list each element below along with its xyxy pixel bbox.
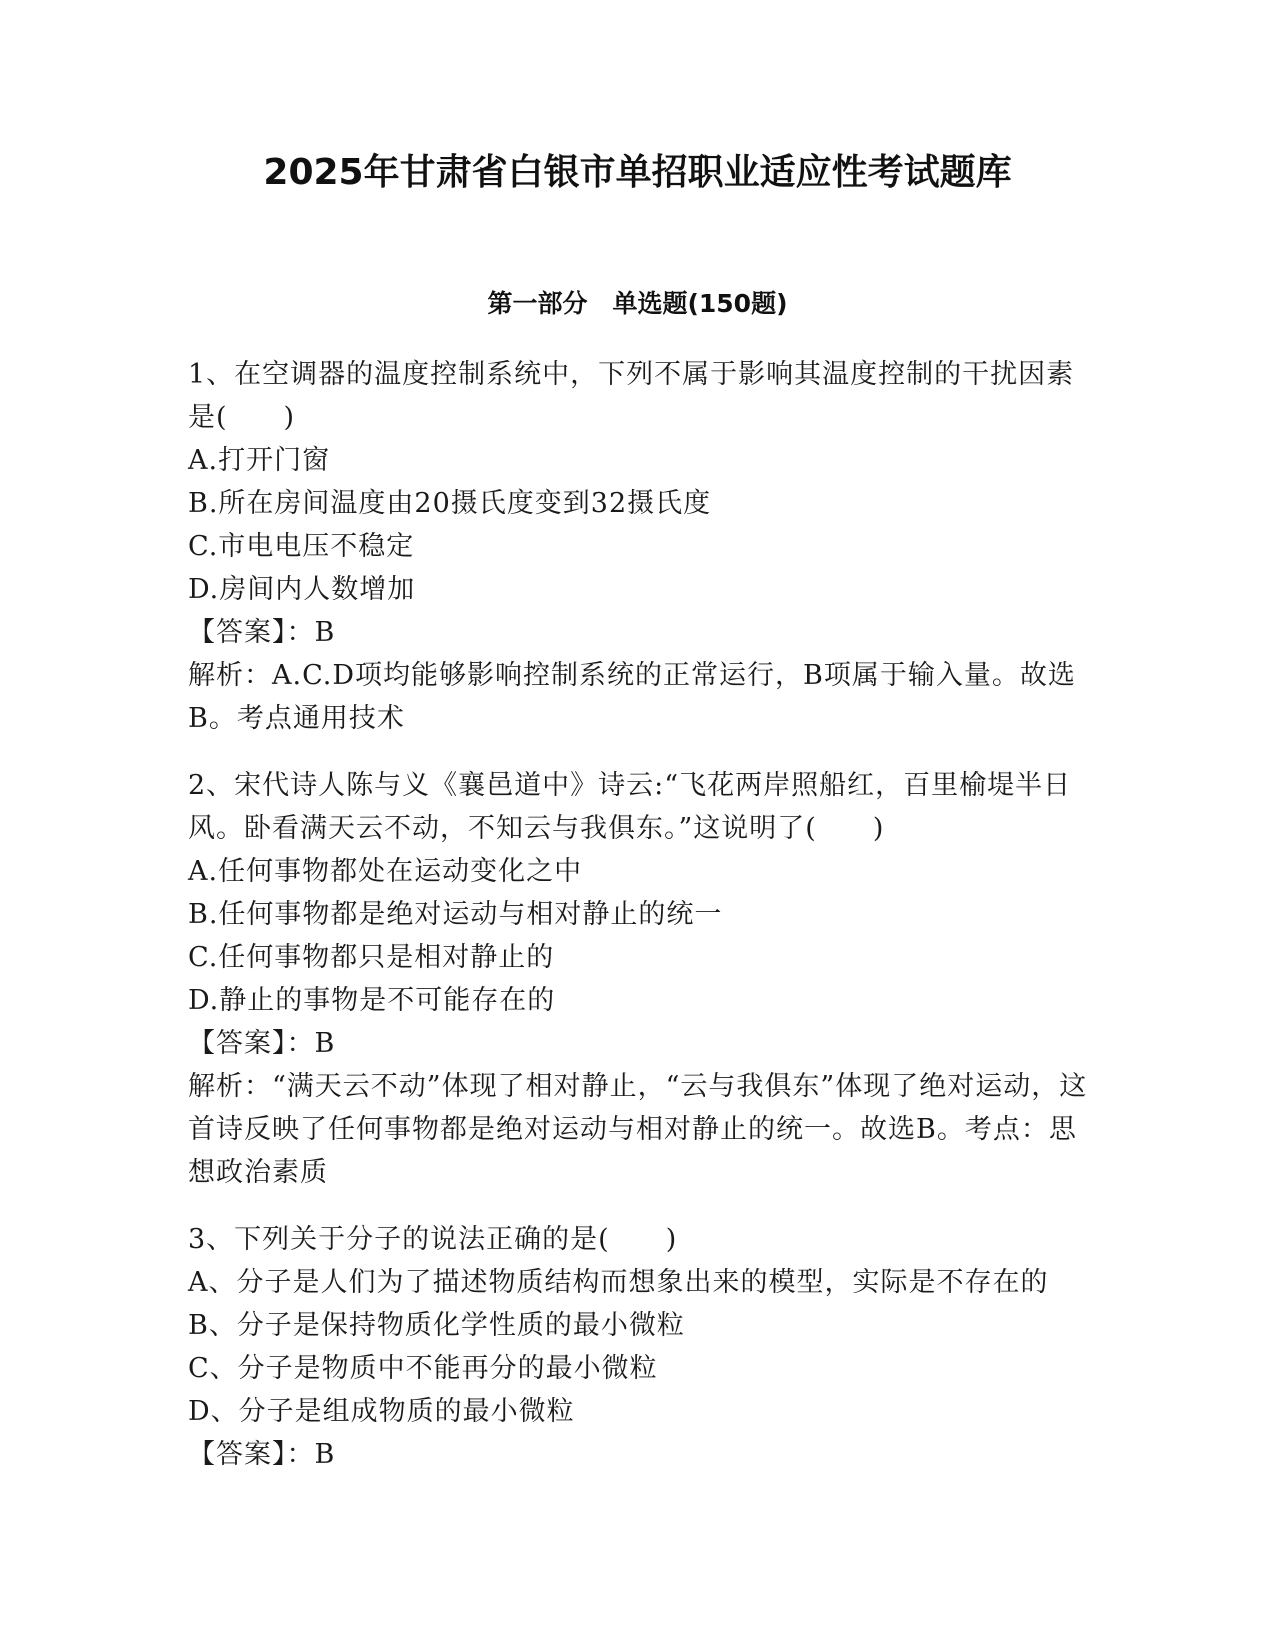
question-list bbox=[188, 353, 1088, 1500]
option-d: D.静止的事物是不可能存在的 bbox=[188, 985, 556, 1016]
document-title: 2025年甘肃省白银市单招职业适应性考试题库 bbox=[263, 152, 1012, 193]
option-a: A.打开门窗 bbox=[188, 445, 331, 476]
answer-line bbox=[188, 1022, 1088, 1065]
option-d: D、分子是组成物质的最小微粒 bbox=[188, 1396, 575, 1427]
option-b: B.任何事物都是绝对运动与相对静止的统一 bbox=[188, 899, 723, 930]
question-3 bbox=[188, 1218, 1088, 1476]
option-a: A、分子是人们为了描述物质结构而想象出来的模型，实际是不存在的 bbox=[188, 1267, 1049, 1298]
option-c: C.市电电压不稳定 bbox=[188, 531, 415, 562]
answer-label: 【答案】： bbox=[188, 617, 315, 648]
option-c: C.任何事物都只是相对静止的 bbox=[188, 942, 555, 973]
question-stem: 1、在空调器的温度控制系统中，下列不属于影响其温度控制的干扰因素是( ) bbox=[188, 359, 1075, 433]
option-c: C、分子是物质中不能再分的最小微粒 bbox=[188, 1353, 658, 1384]
answer-label: 【答案】： bbox=[188, 1439, 315, 1470]
answer-line bbox=[188, 611, 1088, 654]
answer-value: B bbox=[314, 1439, 336, 1470]
answer-line bbox=[188, 1433, 1088, 1476]
question-stem: 2、宋代诗人陈与义《襄邑道中》诗云:“飞花两岸照船红，百里榆堤半日风。卧看满天云不动，不知云与我俱东。”这说明了( ) bbox=[188, 770, 1072, 844]
answer-value: B bbox=[314, 1028, 336, 1059]
option-b: B.所在房间温度由20摄氏度变到32摄氏度 bbox=[188, 488, 712, 519]
option-a: A.任何事物都处在运动变化之中 bbox=[188, 856, 583, 887]
option-b: B、分子是保持物质化学性质的最小微粒 bbox=[188, 1310, 685, 1341]
answer-label: 【答案】： bbox=[188, 1028, 315, 1059]
question-1 bbox=[188, 353, 1088, 740]
option-d: D.房间内人数增加 bbox=[188, 574, 416, 605]
question-2 bbox=[188, 764, 1088, 1194]
question-stem: 3、下列关于分子的说法正确的是( ) bbox=[188, 1224, 678, 1255]
analysis-text: 解析：“满天云不动”体现了相对静止，“云与我俱东”体现了绝对运动，这首诗反映了任何事物都是绝对运动与相对静止的统一。故选B。考点：思想政治素质 bbox=[188, 1071, 1088, 1188]
analysis-text: 解析：A.C.D项均能够影响控制系统的正常运行，B项属于输入量。故选B。考点通用技术 bbox=[188, 660, 1076, 734]
section-title: 第一部分 单选题(150题) bbox=[487, 289, 788, 318]
answer-value: B bbox=[314, 617, 336, 648]
